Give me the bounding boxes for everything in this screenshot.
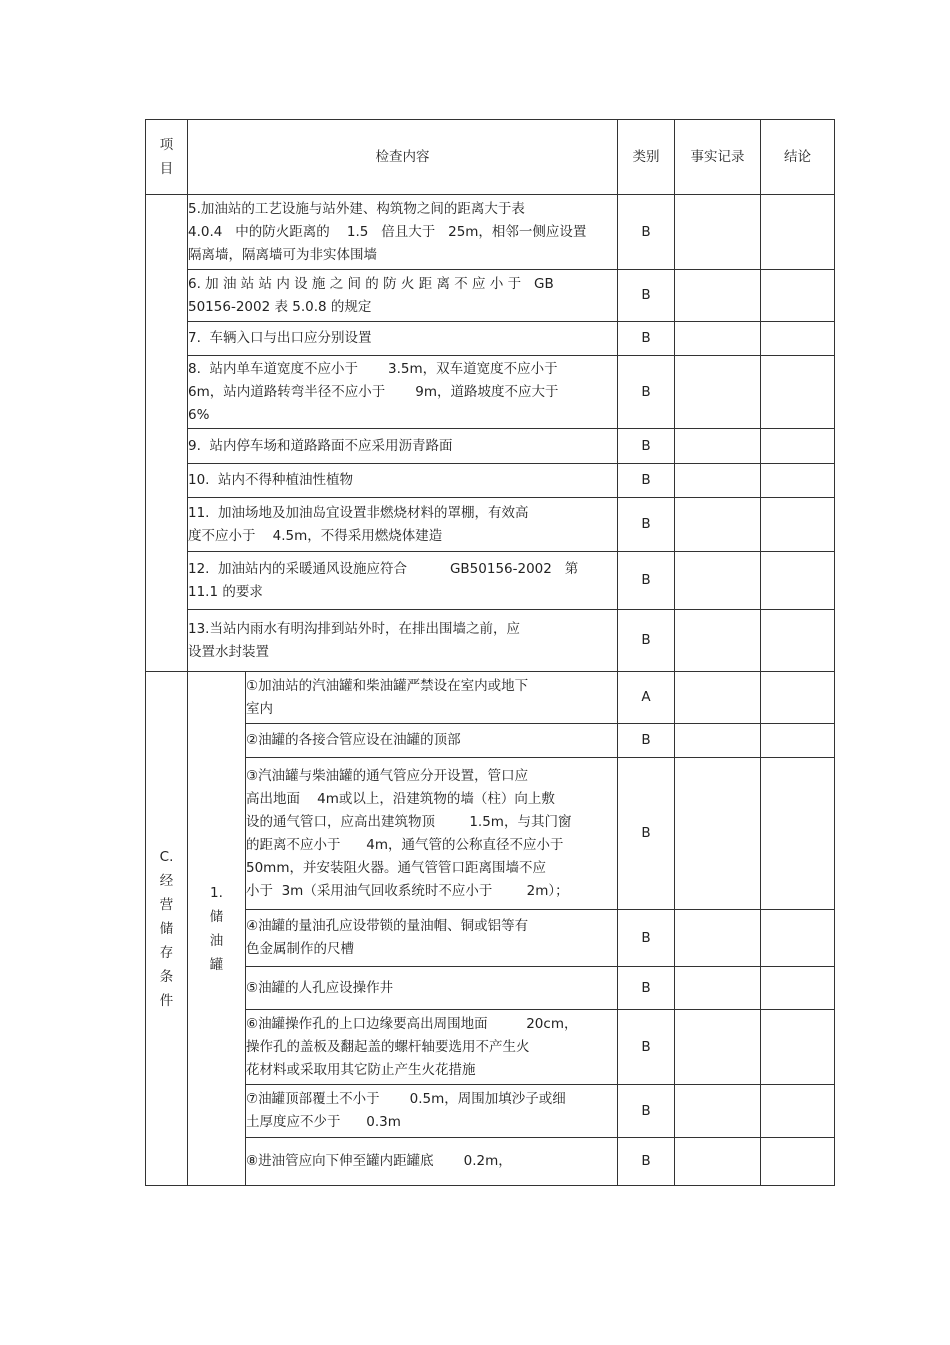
- category-cell: B: [618, 1010, 675, 1085]
- content-line: 色金属制作的尺槽: [246, 941, 354, 957]
- conclusion-cell: [761, 1010, 835, 1085]
- record-cell: [675, 967, 761, 1010]
- conclusion-cell: [761, 724, 835, 758]
- table-row: [146, 910, 835, 967]
- content-line: 7. 车辆入口与出口应分别设置: [188, 330, 372, 346]
- record-cell: [675, 1138, 761, 1186]
- item-cell-empty: [146, 195, 188, 672]
- category-cell: B: [618, 429, 675, 464]
- conclusion-cell: [761, 910, 835, 967]
- category-cell: B: [618, 498, 675, 552]
- check-content: [188, 195, 618, 270]
- content-line: 5.加油站的工艺设施与站外建、构筑物之间的距离大于表: [188, 200, 525, 217]
- header-content: 检查内容: [188, 120, 618, 195]
- check-content: [246, 672, 618, 724]
- content-line: 高出地面 4m或以上，沿建筑物的墙（柱）向上敷: [246, 790, 555, 807]
- record-cell: [675, 672, 761, 724]
- record-cell: [675, 610, 761, 672]
- category-cell: B: [618, 270, 675, 322]
- check-content: [246, 1085, 618, 1138]
- category-cell: B: [618, 322, 675, 356]
- check-content: [246, 967, 618, 1010]
- content-line: 10. 站内不得种植油性植物: [188, 472, 354, 488]
- content-line: ⑦油罐顶部覆土不小于 0.5m，周围加填沙子或细: [246, 1091, 566, 1107]
- record-cell: [675, 195, 761, 270]
- content-line: 隔离墙，隔离墙可为非实体围墙: [188, 246, 377, 263]
- record-cell: [675, 758, 761, 910]
- table-row: [146, 1138, 835, 1186]
- record-cell: [675, 356, 761, 429]
- category-cell: B: [618, 758, 675, 910]
- inspection-table: [145, 119, 835, 1186]
- section-label-text: C.经营储存条件: [159, 848, 174, 1009]
- table-row: [146, 322, 835, 356]
- content-line: 的距离不应小于 4m，通气管的公称直径不应小于: [246, 836, 564, 853]
- content-line: 花材料或采取用其它防止产生火花措施: [246, 1061, 476, 1078]
- record-cell: [675, 1085, 761, 1138]
- check-content: [188, 429, 618, 464]
- content-line: 12. 加油站内的采暖通风设施应符合 GB50156-2002 第: [188, 560, 579, 577]
- check-content: [188, 552, 618, 610]
- content-line: 6. 加 油 站 站 内 设 施 之 间 的 防 火 距 离 不 应 小 于 GB: [188, 275, 554, 292]
- category-cell: B: [618, 552, 675, 610]
- check-content: [188, 322, 618, 356]
- conclusion-cell: [761, 498, 835, 552]
- header-conclusion: 结论: [761, 120, 835, 195]
- content-line: 设的通气管口，应高出建筑物顶 1.5m，与其门窗: [246, 813, 572, 830]
- check-content: [246, 1010, 618, 1085]
- content-line: 度不应小于 4.5m，不得采用燃烧体建造: [188, 527, 443, 544]
- content-line: ②油罐的各接合管应设在油罐的顶部: [246, 732, 461, 748]
- table-row: [146, 610, 835, 672]
- conclusion-cell: [761, 429, 835, 464]
- record-cell: [675, 910, 761, 967]
- table-row: [146, 356, 835, 429]
- record-cell: [675, 464, 761, 498]
- conclusion-cell: [761, 610, 835, 672]
- category-cell: B: [618, 195, 675, 270]
- category-cell: B: [618, 356, 675, 429]
- content-line: 设置水封装置: [188, 643, 269, 660]
- header-record: 事实记录: [675, 120, 761, 195]
- content-line: ⑥油罐操作孔的上口边缘要高出周围地面 20cm，: [246, 1015, 578, 1032]
- content-line: ④油罐的量油孔应设带锁的量油帽、铜或铝等有: [246, 918, 529, 934]
- check-content: [188, 356, 618, 429]
- content-line: 13.当站内雨水有明沟排到站外时，在排出围墙之前，应: [188, 620, 520, 637]
- check-content: [188, 610, 618, 672]
- conclusion-cell: [761, 967, 835, 1010]
- content-line: 室内: [246, 700, 273, 717]
- category-cell: B: [618, 610, 675, 672]
- conclusion-cell: [761, 356, 835, 429]
- content-line: ⑧进油管应向下伸至罐内距罐底 0.2m，: [246, 1153, 512, 1169]
- content-line: 11.1 的要求: [188, 583, 263, 600]
- content-line: 土厚度应不少于 0.3m: [246, 1114, 401, 1130]
- record-cell: [675, 270, 761, 322]
- record-cell: [675, 498, 761, 552]
- category-cell: A: [618, 672, 675, 724]
- table-row: [146, 429, 835, 464]
- content-line: 8. 站内单车道宽度不应小于 3.5m，双车道宽度不应小于: [188, 360, 558, 377]
- conclusion-cell: [761, 672, 835, 724]
- conclusion-cell: [761, 195, 835, 270]
- subsection-label: [188, 672, 246, 1186]
- content-line: ③汽油罐与柴油罐的通气管应分开设置，管口应: [246, 767, 529, 784]
- record-cell: [675, 429, 761, 464]
- table-row: [146, 1085, 835, 1138]
- content-line: 6m，站内道路转弯半径不应小于 9m，道路坡度不应大于: [188, 383, 559, 400]
- category-cell: B: [618, 724, 675, 758]
- conclusion-cell: [761, 552, 835, 610]
- content-line: 操作孔的盖板及翻起盖的螺杆轴要选用不产生火: [246, 1038, 530, 1055]
- category-cell: B: [618, 464, 675, 498]
- content-line: 小于 3m（采用油气回收系统时不应小于 2m）；: [246, 882, 569, 899]
- table-row: [146, 552, 835, 610]
- conclusion-cell: [761, 1085, 835, 1138]
- record-cell: [675, 322, 761, 356]
- record-cell: [675, 552, 761, 610]
- content-line: 9. 站内停车场和道路路面不应采用沥青路面: [188, 437, 453, 454]
- content-line: 50mm，并安装阻火器。通气管管口距离围墙不应: [246, 859, 546, 876]
- table-row: [146, 1010, 835, 1085]
- category-cell: B: [618, 967, 675, 1010]
- content-line: 4.0.4 中的防火距离的 1.5 倍且大于 25m，相邻一侧应设置: [188, 223, 587, 240]
- subsection-label-text: 1.储油罐: [209, 884, 224, 973]
- table-row: [146, 270, 835, 322]
- content-line: ⑤油罐的人孔应设操作井: [246, 979, 394, 996]
- header-category: 类别: [618, 120, 675, 195]
- table-row: [146, 195, 835, 270]
- check-content: [246, 910, 618, 967]
- conclusion-cell: [761, 322, 835, 356]
- content-line: 6%: [188, 406, 210, 423]
- check-content: [188, 270, 618, 322]
- record-cell: [675, 724, 761, 758]
- header-row: [146, 120, 835, 195]
- section-label: [146, 672, 188, 1186]
- category-cell: B: [618, 1138, 675, 1186]
- conclusion-cell: [761, 1138, 835, 1186]
- header-item: 项目: [146, 120, 188, 195]
- table-row: [146, 498, 835, 552]
- check-content: [246, 724, 618, 758]
- category-cell: B: [618, 910, 675, 967]
- conclusion-cell: [761, 270, 835, 322]
- table-row: [146, 672, 835, 724]
- check-content: [188, 464, 618, 498]
- conclusion-cell: [761, 758, 835, 910]
- content-line: ①加油站的汽油罐和柴油罐严禁设在室内或地下: [246, 677, 529, 694]
- table-row: [146, 724, 835, 758]
- table-row: [146, 758, 835, 910]
- conclusion-cell: [761, 464, 835, 498]
- table-row: [146, 464, 835, 498]
- record-cell: [675, 1010, 761, 1085]
- content-line: 50156-2002 表 5.0.8 的规定: [188, 298, 372, 315]
- category-cell: B: [618, 1085, 675, 1138]
- check-content: [246, 1138, 618, 1186]
- check-content: [246, 758, 618, 910]
- table-row: [146, 967, 835, 1010]
- check-content: [188, 498, 618, 552]
- content-line: 11. 加油场地及加油岛宜设置非燃烧材料的罩棚，有效高: [188, 504, 529, 521]
